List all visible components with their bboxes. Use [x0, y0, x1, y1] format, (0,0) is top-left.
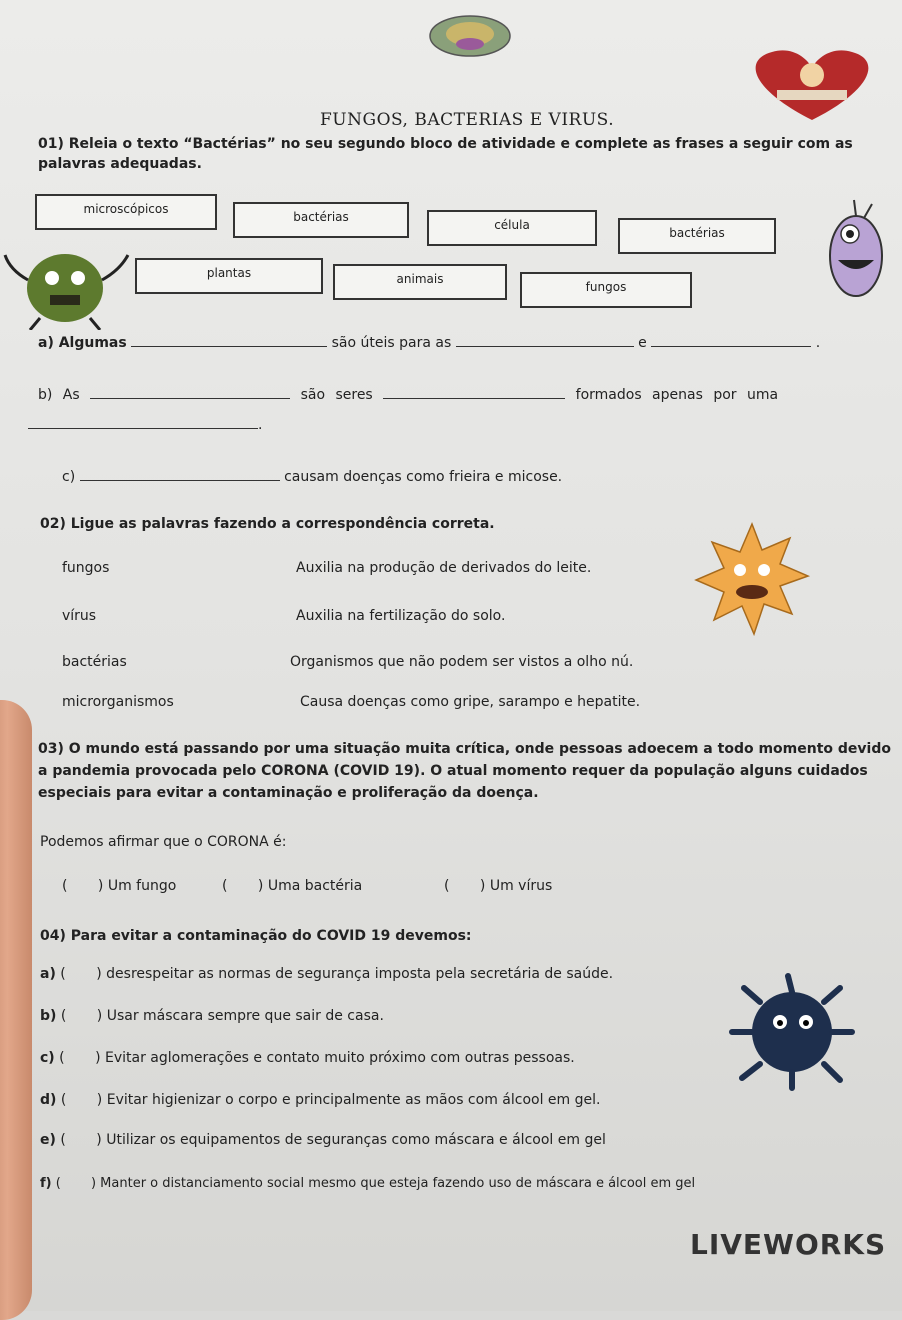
sentence-a-mid: são úteis para as	[331, 335, 452, 351]
word-box-6: animais	[333, 264, 507, 300]
question-3-prompt: 03) O mundo está passando por uma situação muita crítica, onde pessoas adoecem a todo momento devido a pandemia provocada pelo CORONA (COVID 19). O atual momento requer da população alguns cuidados especiais para evitar a contaminação e proliferação da doença.	[38, 741, 891, 801]
sentence-c	[62, 466, 562, 485]
blank-b2[interactable]	[383, 384, 565, 399]
item-b-text: Usar máscara sempre que sair de casa.	[106, 1008, 384, 1024]
blank-a1[interactable]	[131, 332, 327, 347]
item-b[interactable]: b) ( ) Usar máscara sempre que sair de casa.	[40, 1008, 384, 1024]
sentence-c-end: causam doenças como frieira e micose.	[284, 469, 563, 485]
sentence-b-start: b) As	[38, 387, 80, 403]
question-3-question: Podemos afirmar que o CORONA é:	[40, 834, 287, 850]
orange-germ-image	[692, 520, 812, 640]
sentence-b-end: formados apenas por uma	[575, 387, 779, 403]
item-c[interactable]: c) ( ) Evitar aglomerações e contato muito próximo com outras pessoas.	[40, 1050, 575, 1066]
sentence-b-mid: são seres	[300, 387, 373, 403]
sentence-c-start: c)	[62, 469, 76, 485]
sentence-a-start: a) Algumas	[38, 335, 127, 351]
sentence-a-conj: e	[638, 335, 647, 351]
match-left-1[interactable]: fungos	[62, 560, 110, 576]
match-left-3[interactable]: bactérias	[62, 654, 127, 670]
sentence-a-end: .	[815, 335, 821, 351]
item-e[interactable]: e) ( ) Utilizar os equipamentos de seguranças como máscara e álcool em gel	[40, 1132, 606, 1148]
green-monster-image	[0, 240, 135, 330]
match-left-4[interactable]: microrganismos	[62, 694, 174, 710]
item-f[interactable]: f) ( ) Manter o distanciamento social mesmo que esteja fazendo uso de máscara e álcool em gel	[40, 1176, 696, 1191]
match-right-2[interactable]: Auxilia na fertilização do solo.	[296, 608, 506, 624]
option-bacteria[interactable]: ( ) Uma bactéria	[222, 878, 363, 894]
blank-b1[interactable]	[90, 384, 290, 399]
option-fungo[interactable]: ( ) Um fungo	[62, 878, 177, 894]
finger-overlay	[0, 700, 32, 1320]
word-box-5: plantas	[135, 258, 323, 294]
item-a[interactable]: a) ( ) desrespeitar as normas de segurança imposta pela secretária de saúde.	[40, 966, 614, 982]
match-right-3[interactable]: Organismos que não podem ser vistos a olho nú.	[290, 654, 634, 670]
word-box-7: fungos	[520, 272, 692, 308]
match-right-1[interactable]: Auxilia na produção de derivados do leite.	[296, 560, 592, 576]
match-right-4[interactable]: Causa doenças como gripe, sarampo e hepatite.	[300, 694, 641, 710]
blank-b3[interactable]	[28, 414, 258, 429]
blank-a3[interactable]	[651, 332, 811, 347]
question-1-prompt: 01) Releia o texto “Bactérias” no seu segundo bloco de atividade e complete as frases a seguir com as palavras adequadas.	[38, 136, 853, 172]
option-fungo-label: Um fungo	[107, 878, 177, 894]
worksheet-title: FUNGOS, BACTERIAS E VIRUS.	[320, 110, 615, 130]
option-bacteria-label: Uma bactéria	[267, 878, 363, 894]
item-b-letter: b)	[40, 1008, 57, 1024]
sentence-b	[38, 384, 898, 403]
item-d-text: Evitar higienizar o corpo e principalmente as mãos com álcool em gel.	[106, 1092, 601, 1108]
item-c-text: Evitar aglomerações e contato muito próximo com outras pessoas.	[105, 1050, 575, 1066]
sentence-a	[38, 332, 898, 351]
item-f-letter: f)	[40, 1176, 52, 1191]
item-a-letter: a)	[40, 966, 56, 982]
item-d-letter: d)	[40, 1092, 57, 1108]
item-c-letter: c)	[40, 1050, 55, 1066]
brand-watermark: LIVEWORKS	[690, 1228, 887, 1261]
purple-monster-image	[820, 196, 892, 304]
item-e-letter: e)	[40, 1132, 56, 1148]
item-a-text: desrespeitar as normas de segurança imposta pela secretária de saúde.	[106, 966, 614, 982]
blank-c1[interactable]	[80, 466, 280, 481]
sentence-b-tail: .	[258, 417, 263, 433]
option-virus[interactable]: ( ) Um vírus	[444, 878, 553, 894]
blank-a2[interactable]	[456, 332, 634, 347]
word-box-1: microscópicos	[35, 194, 217, 230]
word-box-2: bactérias	[233, 202, 409, 238]
blue-virus-image	[728, 972, 858, 1092]
word-box-3: célula	[427, 210, 597, 246]
heart-mascot-image	[732, 40, 892, 130]
question-2-prompt: 02) Ligue as palavras fazendo a correspondência correta.	[40, 516, 495, 532]
item-f-text: Manter o distanciamento social mesmo que esteja fazendo uso de máscara e álcool em gel	[100, 1176, 696, 1191]
question-4-prompt: 04) Para evitar a contaminação do COVID 19 devemos:	[40, 928, 472, 944]
item-e-text: Utilizar os equipamentos de seguranças como máscara e álcool em gel	[106, 1132, 606, 1148]
word-box-4: bactérias	[618, 218, 776, 254]
school-logo	[418, 4, 522, 62]
sentence-b-continued	[28, 414, 262, 433]
option-virus-label: Um vírus	[489, 878, 553, 894]
match-left-2[interactable]: vírus	[62, 608, 97, 624]
item-d[interactable]: d) ( ) Evitar higienizar o corpo e principalmente as mãos com álcool em gel.	[40, 1092, 601, 1108]
